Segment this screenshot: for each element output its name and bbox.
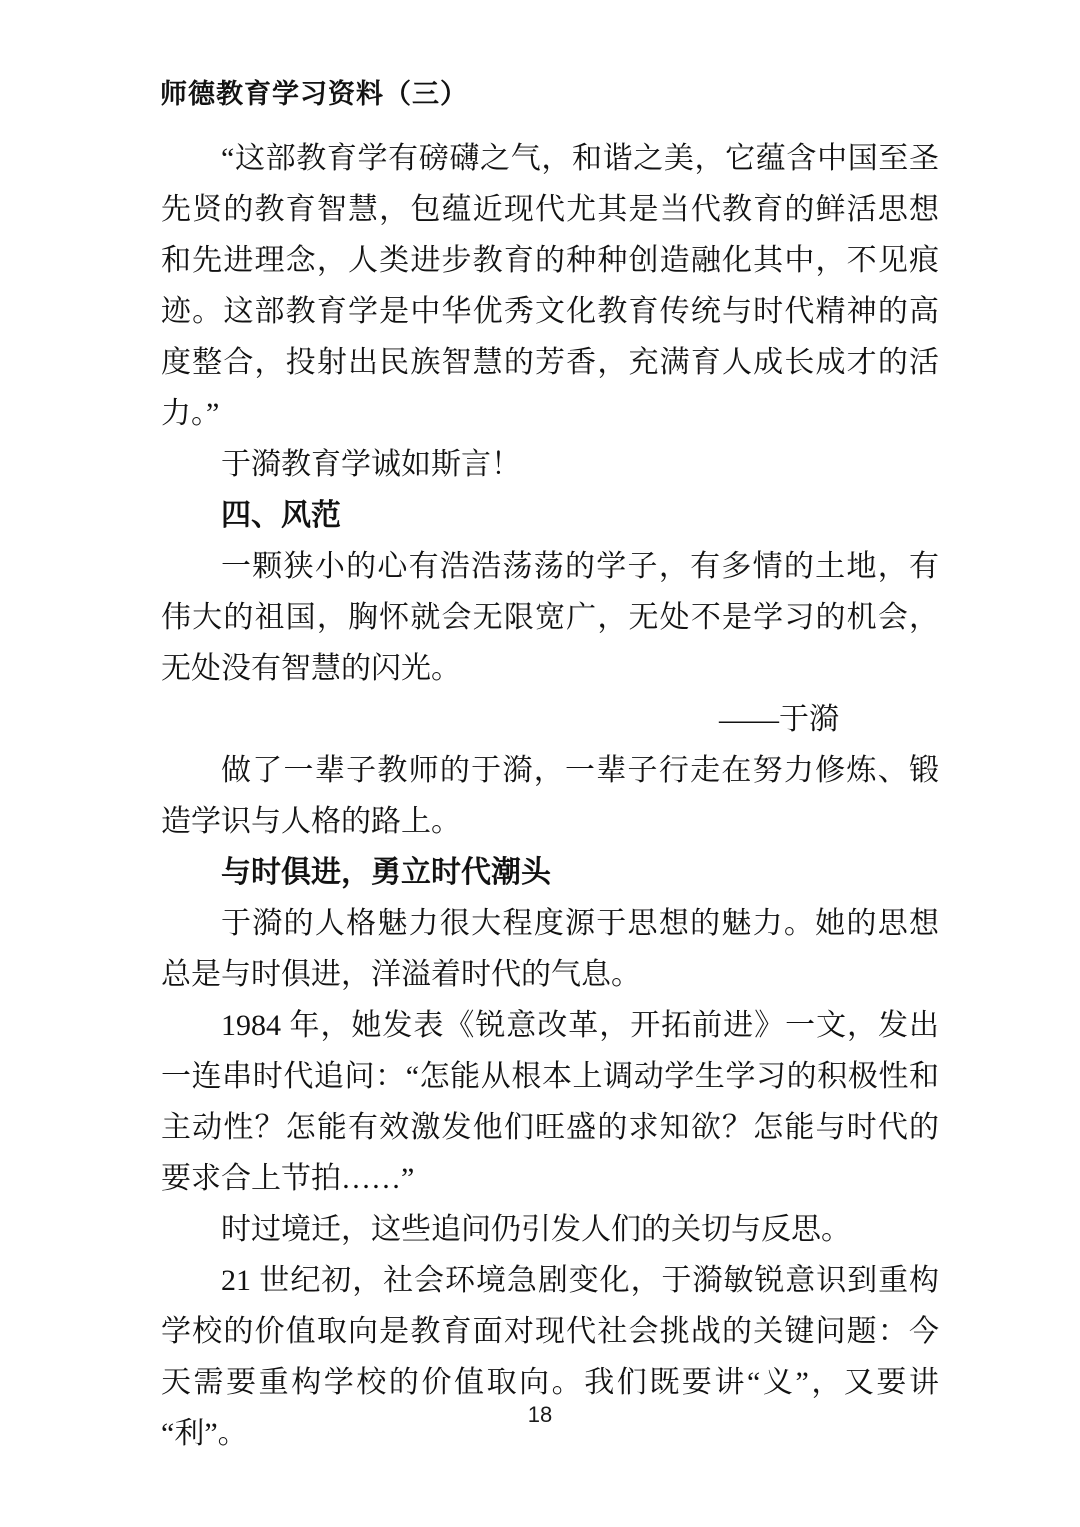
document-body: [161, 133, 939, 1459]
paragraph-charm: 于漪的人格魅力很大程度源于思想的魅力。她的思想总是与时俱进，洋溢着时代的气息。: [161, 907, 939, 991]
paragraph-1984: 1984 年，她发表《锐意改革，开拓前进》一文，发出一连串时代追问：“怎能从根本上调动学生学习的积极性和主动性？怎能有效激发他们旺盛的求知欲？怎能与时代的要求合上节拍……”: [161, 1009, 939, 1195]
paragraph-assertion: 于漪教育学诚如斯言！: [221, 448, 521, 481]
paragraph-reflection: 时过境迁，这些追问仍引发人们的关切与反思。: [221, 1213, 851, 1246]
paragraph-21st-century: 21 世纪初，社会环境急剧变化，于漪敏锐意识到重构学校的价值取向是教育面对现代社会挑战的关键问题：今天需要重构学校的价值取向。我们既要讲“义”，又要讲“利”。: [161, 1264, 939, 1450]
sub-heading-keep-pace: 与时俱进，勇立时代潮头: [221, 856, 551, 889]
paragraph-praise-quote: “这部教育学有磅礴之气，和谐之美，它蕴含中国至圣先贤的教育智慧，包蕴近现代尤其是当代教育的鲜活思想和先进理念，人类进步教育的种种创造融化其中，不见痕迹。这部教育学是中华优秀文化教育传统与时代精神的高度整合，投射出民族智慧的芳香，充满育人成长成才的活力。”: [161, 142, 939, 430]
section-heading-fengfan: 四、风范: [221, 499, 341, 532]
quote-attribution: ——于漪: [719, 703, 839, 736]
page-number: 18: [527, 1402, 553, 1427]
paragraph-motto: 一颗狭小的心有浩浩荡荡的学子，有多情的土地，有伟大的祖国，胸怀就会无限宽广，无处不是学习的机会，无处没有智慧的闪光。: [161, 550, 939, 685]
document-header-title: 师德教育学习资料（三）: [160, 79, 468, 109]
paragraph-lifelong-teacher: 做了一辈子教师的于漪，一辈子行走在努力修炼、锻造学识与人格的路上。: [161, 754, 939, 838]
